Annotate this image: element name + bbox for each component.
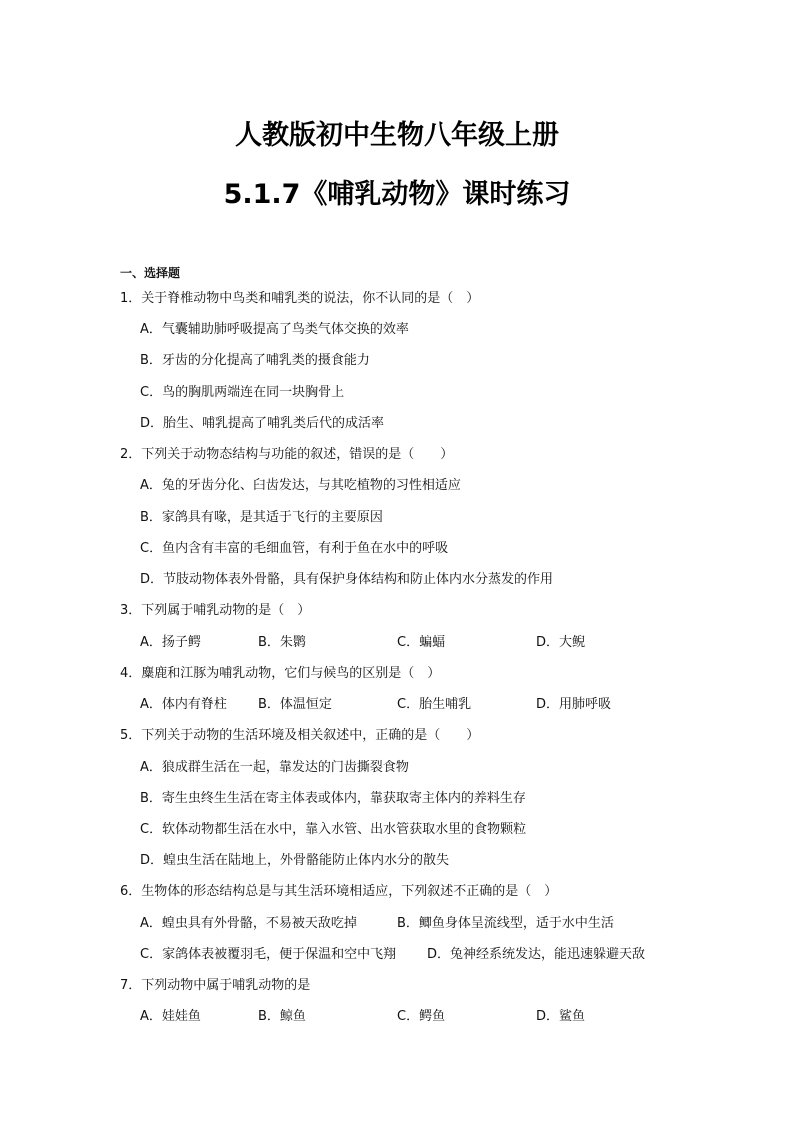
q4-option-a: A．体内有脊柱 (140, 697, 227, 712)
q1-option-d: D．胎生、哺乳提高了哺乳类后代的成活率 (140, 416, 385, 431)
q3-option-a: A．扬子鳄 (140, 635, 201, 650)
question-7: 7．下列动物中属于哺乳动物的是 (120, 978, 311, 993)
q4-option-d: D．用肺呼吸 (536, 697, 612, 712)
q6-option-c: C．家鸽体表被覆羽毛，便于保温和空中飞翔 (140, 947, 397, 962)
q1-option-c: C．鸟的胸肌两端连在同一块胸骨上 (140, 385, 345, 400)
q2-option-c: C．鱼内含有丰富的毛细血管，有利于鱼在水中的呼吸 (140, 541, 449, 556)
question-6: 6．生物体的形态结构总是与其生活环境相适应，下列叙述不正确的是（ ） (120, 884, 558, 899)
q5-option-b: B．寄生虫终生生活在寄主体表或体内，靠获取寄主体内的养料生存 (140, 791, 526, 806)
q3-option-c: C．蝙蝠 (397, 635, 446, 650)
q5-option-d: D．蝗虫生活在陆地上，外骨骼能防止体内水分的散失 (140, 853, 450, 868)
document-title: 人教版初中生物八年级上册 (235, 120, 559, 151)
question-5: 5．下列关于动物的生活环境及相关叙述中，正确的是（ ） (120, 728, 480, 743)
q7-option-b: B．鲸鱼 (258, 1009, 306, 1024)
q2-option-b: B．家鸽具有喙，是其适于飞行的主要原因 (140, 510, 383, 525)
q1-option-b: B．牙齿的分化提高了哺乳类的摄食能力 (140, 353, 370, 368)
question-1: 1．关于脊椎动物中鸟类和哺乳类的说法，你不认同的是（ ） (120, 291, 480, 306)
q3-option-d: D．大鲵 (536, 635, 586, 650)
q4-option-c: C．胎生哺乳 (397, 697, 472, 712)
q3-option-b: B．朱鹮 (258, 635, 306, 650)
question-3: 3．下列属于哺乳动物的是（ ） (120, 603, 311, 618)
q6-option-b: B．鲫鱼身体呈流线型，适于水中生活 (397, 916, 614, 931)
question-2: 2．下列关于动物态结构与功能的叙述，错误的是（ ） (120, 447, 454, 462)
q1-option-a: A．气囊辅助肺呼吸提高了鸟类气体交换的效率 (140, 322, 409, 337)
q7-option-c: C．鳄鱼 (397, 1009, 446, 1024)
q6-option-a: A．蝗虫具有外骨骼，不易被天敌吃掉 (140, 916, 357, 931)
section-heading: 一、选择题 (120, 266, 181, 280)
q2-option-d: D．节肢动物体表外骨骼，具有保护身体结构和防止体内水分蒸发的作用 (140, 572, 554, 587)
q7-option-d: D．鲨鱼 (536, 1009, 586, 1024)
q5-option-c: C．软体动物都生活在水中，靠入水管、出水管获取水里的食物颗粒 (140, 822, 527, 837)
q7-option-a: A．娃娃鱼 (140, 1009, 201, 1024)
q6-option-d: D．兔神经系统发达，能迅速躲避天敌 (427, 947, 646, 962)
lesson-title: 5.1.7《哺乳动物》课时练习 (223, 179, 571, 210)
q4-option-b: B．体温恒定 (258, 697, 332, 712)
q2-option-a: A．兔的牙齿分化、臼齿发达，与其吃植物的习性相适应 (140, 478, 461, 493)
q5-option-a: A．狼成群生活在一起，靠发达的门齿撕裂食物 (140, 760, 409, 775)
question-4: 4．麋鹿和江豚为哺乳动物，它们与候鸟的区别是（ ） (120, 666, 441, 681)
